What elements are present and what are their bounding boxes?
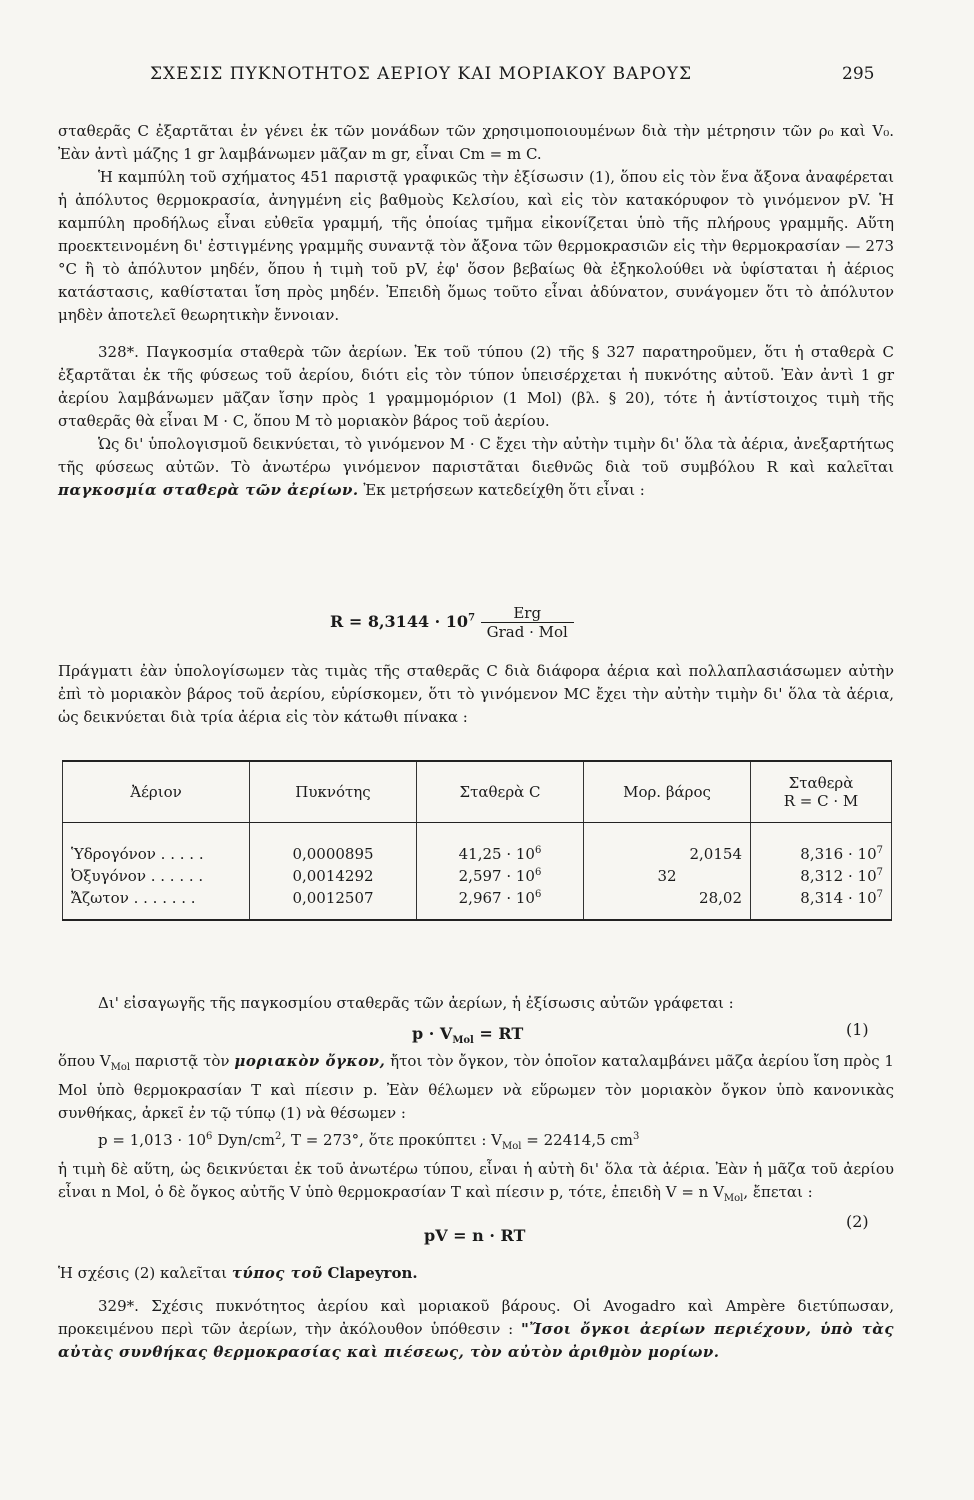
header-line: R = C · M [783,792,859,810]
constant-c-value [417,865,584,887]
equation-r [330,604,574,641]
paragraph-table-intro: Πράγματι ἐὰν ὑπολογίσωμεν τὰς τιμὰς τῆς σταθερᾶς C διὰ διάφορα ἀέρια καὶ πολλαπλασιάσωμεν αὐτὴν ἐπὶ τὸ μοριακὸν βάρος τοῦ ἀερίου, εὑρίσκομεν, ὅτι τὸ γινόμενον MC ἔχει τὴν αὐτὴν τιμὴν δι' ὅλα τὰ ἀέρια, ὡς δεικνύεται διὰ τρία ἀέρια εἰς τὸν κάτωθι πίνακα : [58,662,894,726]
column-header: Πυκνότης [250,761,417,823]
constant-c-value [417,823,584,866]
molecular-weight-value: 32 [584,865,751,887]
text-block-top [58,120,894,502]
equation-number: (2) [846,1212,869,1231]
r-value [751,865,892,887]
equation-lhs: R = 8,3144 · 10 [330,612,469,631]
section-title: Σχέσις πυκνότητος ἀερίου καὶ μοριακοῦ βάρους. [151,1297,561,1315]
text-block-mid [58,660,894,729]
column-header: Ἀέριον [63,761,250,823]
gas-name: Ὑδρογόνον . . . . . [63,823,250,866]
equation-lhs: p · V [412,1024,453,1043]
mantissa: 2,967 · 10 [458,889,535,907]
fraction [481,604,574,641]
density-value: 0,0000895 [250,823,417,866]
subscript: Mol [723,1193,744,1204]
fraction-numerator: Erg [481,604,574,623]
equation-1 [412,1024,523,1046]
paragraph-normal-conditions [58,1125,894,1158]
text-span: Ἡ σχέσις (2) καλεῖται [58,1264,228,1282]
text-block-lower [58,1050,894,1210]
name-clapeyron: Clapeyron. [327,1264,418,1282]
section-text: Οἱ Avogadro καὶ Ampère διετύπωσαν, προκειμένου περὶ τῶν ἀερίων, τὴν ἀκόλουθον ὑπόθεσιν : [58,1297,894,1338]
exponent: 7 [876,845,883,856]
molecular-weight-value: 2,0154 [584,823,751,866]
paragraph-continuation: σταθερᾶς C ἐξαρτᾶται ἐν γένει ἐκ τῶν μονάδων τῶν χρησιμοποιουμένων διὰ τὴν μέτρησιν τῶν ρ₀ καὶ V₀. Ἐὰν ἀντὶ μάζης 1 gr λαμβάνωμεν μᾶζαν m gr, εἶναι Cm = m C. [58,122,894,163]
exponent: 6 [534,867,542,878]
text-span: p = 1,013 · 10 [98,1131,207,1149]
text-span: παριστᾷ τὸν [130,1052,230,1070]
page-number: 295 [842,64,875,84]
section-number: 328*. [98,343,139,361]
text-block-bottom [58,1262,894,1364]
fraction-denominator: Grad · Mol [486,623,568,641]
paragraph-curve: Ἡ καμπύλη τοῦ σχήματος 451 παριστᾷ γραφικῶς τὴν ἐξίσωσιν (1), ὅπου εἰς τὸν ἕνα ἄξονα ἀναφέρεται ἡ ἀπόλυτος θερμοκρασία, ἀνηγμένη εἰς βαθμοὺς Κελσίου, καὶ εἰς τὸν κατακόρυφον τὸ γινόμενον pV. Ἡ καμπύλη προδήλως εἶναι εὐθεῖα γραμμή, τῆς ὁποίας τμῆμα εἰκονίζεται ὑπὸ τῆς πλήρους γραμμῆς. Αὕτη προεκτεινομένη δι' ἐστιγμένης γραμμῆς συναντᾷ τὸν ἄξονα τῶν θερμοκρασιῶν εἰς τὴν θερμοκρασίαν — 273 °C ἢ τὸ ἀπόλυτον μηδέν, ὅπου ἡ τιμὴ τοῦ pV, ἐφ' ὅσον βεβαίως θὰ ἐξηκολούθει νὰ ὑφίσταται ἡ ἀέριος κατάστασις, καθίσταται ἴση πρὸς μηδέν. Ἐπειδὴ ὅμως τοῦτο εἶναι ἀδύνατον, συνάγομεν ὅτι τὸ ἀπόλυτον μηδὲν ἀποτελεῖ θεωρητικὴν ἔννοιαν. [58,168,894,324]
subscript: Mol [452,1035,474,1047]
paragraph-n-moles [58,1158,894,1210]
text-span: ἤτοι τὸν ὄγκον, τὸν ὁποῖον καταλαμβάνει μᾶζα ἀερίου ἴση πρὸς 1 Mol ὑπὸ θερμοκρασίαν T καὶ πίεσιν p. Ἐὰν θέλωμεν νὰ εὕρωμεν τὸν μοριακὸν ὄγκον ὑπὸ κανονικὰς συνθήκας, ἀρκεῖ ἐν τῷ τύπῳ (1) νὰ θέσωμεν : [58,1052,894,1122]
subscript: Mol [110,1062,131,1073]
mantissa: 41,25 · 10 [458,845,535,863]
section-text: Ἐκ τοῦ τύπου (2) τῆς § 327 παρατηροῦμεν, ὅτι ἡ σταθερὰ C ἐξαρτᾶται ἐκ τῆς φύσεως τοῦ ἀερίου, διότι εἰς τὸν τύπον ὑπεισέρχεται ἡ πυκνότης αὐτοῦ. Ἐὰν ἀντὶ 1 gr ἀερίου λαμβάνωμεν μᾶζαν ἴσην πρὸς 1 γραμμομόριον (1 Mol) (βλ. § 20), τότε ἡ ἀντίστοιχος τιμὴ τῆς σταθερᾶς θὰ εἶναι M · C, ὅπου M τὸ μοριακὸν βάρος τοῦ ἀερίου. [58,343,894,430]
constant-c-value [417,887,584,920]
equation-number: (1) [846,1020,869,1039]
text-block-equation1-intro [58,992,894,1015]
r-value [751,887,892,920]
table-row [63,887,892,920]
paragraph-universal-constant [58,433,894,502]
molecular-weight-value: 28,02 [584,887,751,920]
emphasis-text: μοριακὸν ὄγκον, [234,1052,386,1070]
section-number: 329*. [98,1297,139,1315]
running-header: ΣΧΕΣΙΣ ΠΥΚΝΟΤΗΤΟΣ ΑΕΡΙΟΥ ΚΑΙ ΜΟΡΙΑΚΟΥ ΒΑΡΟΥΣ [150,64,693,84]
exponent: 6 [206,1131,213,1142]
text-span: Dyn/cm [212,1131,276,1149]
mantissa: 2,597 · 10 [458,867,535,885]
table-row [63,865,892,887]
section-329 [58,1295,894,1364]
header-line: Σταθερὰ [788,774,854,792]
mantissa: 8,314 · 10 [800,889,877,907]
exponent: 2 [275,1131,282,1142]
equation-2: pV = n · RT [424,1226,526,1245]
gas-name: Ἄζωτον . . . . . . . [63,887,250,920]
exponent: 6 [534,845,542,856]
density-value: 0,0012507 [250,887,417,920]
equation-rhs: = RT [473,1024,524,1043]
text-span: , ἔπεται : [743,1183,813,1201]
gas-constants-table [62,760,892,921]
text-span: ἡ τιμὴ δὲ αὕτη, ὡς δεικνύεται ἐκ τοῦ ἀνωτέρω τύπου, εἶναι ἡ αὐτὴ δι' ὅλα τὰ ἀέρια. Ἐὰν ἡ μᾶζα τοῦ ἀερίου εἶναι n Mol, ὁ δὲ ὄγκος αὐτῆς V ὑπὸ θερμοκρασίαν T καὶ πίεσιν p, τότε, ἐπειδὴ V = n V [58,1160,894,1201]
gas-name: Ὀξυγόνον . . . . . . [63,865,250,887]
section-title: Παγκοσμία σταθερὰ τῶν ἀερίων. [146,343,408,361]
paragraph-clapeyron [58,1262,894,1285]
table-header-row [63,761,892,823]
exponent: 7 [468,612,476,624]
mantissa: 8,312 · 10 [800,867,877,885]
exponent: 7 [876,889,883,900]
text-span: , T = 273°, ὅτε προκύπτει : V [281,1131,503,1149]
exponent: 3 [633,1131,640,1142]
exponent: 7 [876,867,883,878]
subscript: Mol [502,1141,522,1152]
text-span: Ὡς δι' ὑπολογισμοῦ δεικνύεται, τὸ γινόμενον M · C ἔχει τὴν αὐτὴν τιμὴν δι' ὅλα τὰ ἀέρια, ἀνεξαρτήτως τῆς φύσεως αὐτῶν. Τὸ ἀνωτέρω γινόμενον παριστᾶται διεθνῶς διὰ τοῦ συμβόλου R καὶ καλεῖται [58,435,894,476]
column-header: Σταθερὰ C [417,761,584,823]
text-span: ὅπου V [58,1052,111,1070]
mantissa: 8,316 · 10 [800,845,877,863]
paragraph-equation-intro: Δι' εἰσαγωγῆς τῆς παγκοσμίου σταθερᾶς τῶν ἀερίων, ἡ ἐξίσωσις αὐτῶν γράφεται : [98,994,734,1012]
emphasis-text: "Ἴσοι ὄγκοι ἀερίων περιέχουν, ὑπὸ τὰς αὐτὰς συνθήκας θερμοκρασίας καὶ πιέσεως, τὸν αὐτὸν ἀριθμὸν μορίων. [58,1320,894,1361]
text-span: Ἐκ μετρήσεων κατεδείχθη ὅτι εἶναι : [363,481,645,499]
emphasis-text: τύπος τοῦ [231,1264,323,1282]
density-value: 0,0014292 [250,865,417,887]
text-span: = 22414,5 cm [521,1131,634,1149]
emphasis-text: παγκοσμία σταθερὰ τῶν ἀερίων. [58,481,359,499]
section-328 [58,341,894,433]
column-header [751,761,892,823]
r-value [751,823,892,866]
paragraph-molar-volume [58,1050,894,1125]
exponent: 6 [534,889,542,900]
column-header: Μορ. βάρος [584,761,751,823]
table-row [63,823,892,866]
